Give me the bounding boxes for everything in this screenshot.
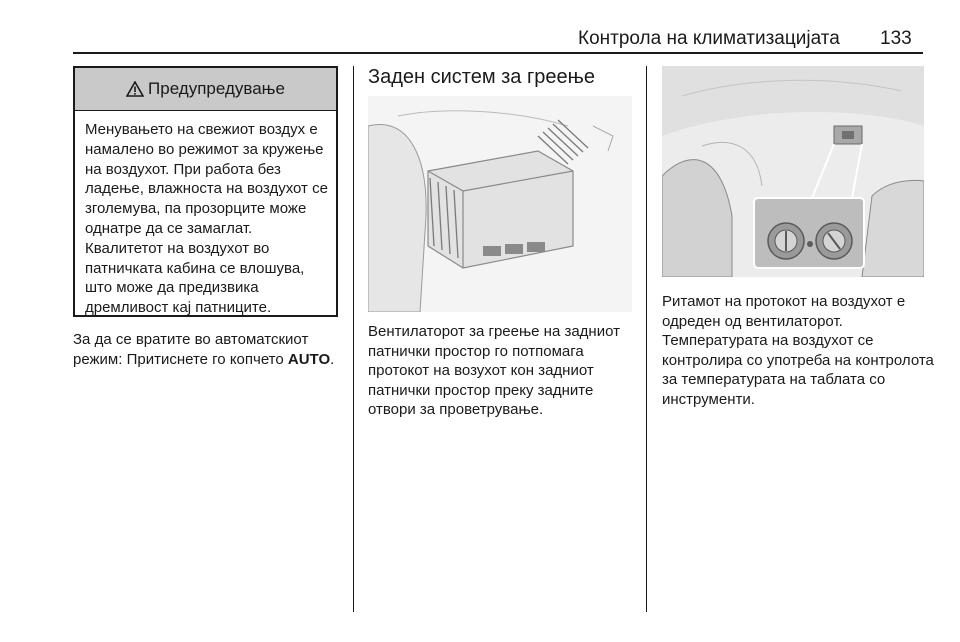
page-number: 133 (880, 28, 912, 49)
middle-caption: Вентилаторот за греење на задниот патнички простор го потпомага протокот на возухот кон задниот патнички простор преку задните отвори за проветрување. (368, 323, 620, 418)
page-header (0, 0, 960, 60)
auto-button-label: AUTO (287, 350, 331, 368)
paragraph-end: . (330, 350, 335, 368)
paragraph-text: За да се вратите во автоматскиот режим: Притиснете го копчето (73, 331, 309, 368)
rear-heater-figure (368, 96, 632, 312)
header-rule (73, 52, 923, 54)
column-divider (646, 66, 647, 612)
auto-mode-paragraph (73, 330, 343, 369)
warning-text: Менувањето на свежиот воздух е намалено во режимот за кружење на воздухот. При работа без ладење, влажноста на воздухот се зголемува, па прозорците може однатре да се замаглат. Квалитетот на воздухот во патничката кабина се влошува, што може да предизвика дремливост кај патниците. (85, 121, 328, 317)
rear-climate-controls-figure (662, 66, 924, 277)
right-caption: Ритамот на протокот на воздухот е одреден од вентилаторот. Температурата на воздухот се контролира со употреба на контролота за температурата на таблата со инструменти. (662, 293, 934, 408)
column-divider (353, 66, 354, 612)
warning-triangle-icon (126, 81, 144, 97)
warning-heading-text: Предупредување (148, 79, 285, 98)
warning-heading (75, 68, 336, 111)
warning-box (73, 66, 338, 317)
section-title: Заден систем за греење (368, 66, 596, 88)
header-title: Контрола на климатизацијата (578, 28, 840, 49)
